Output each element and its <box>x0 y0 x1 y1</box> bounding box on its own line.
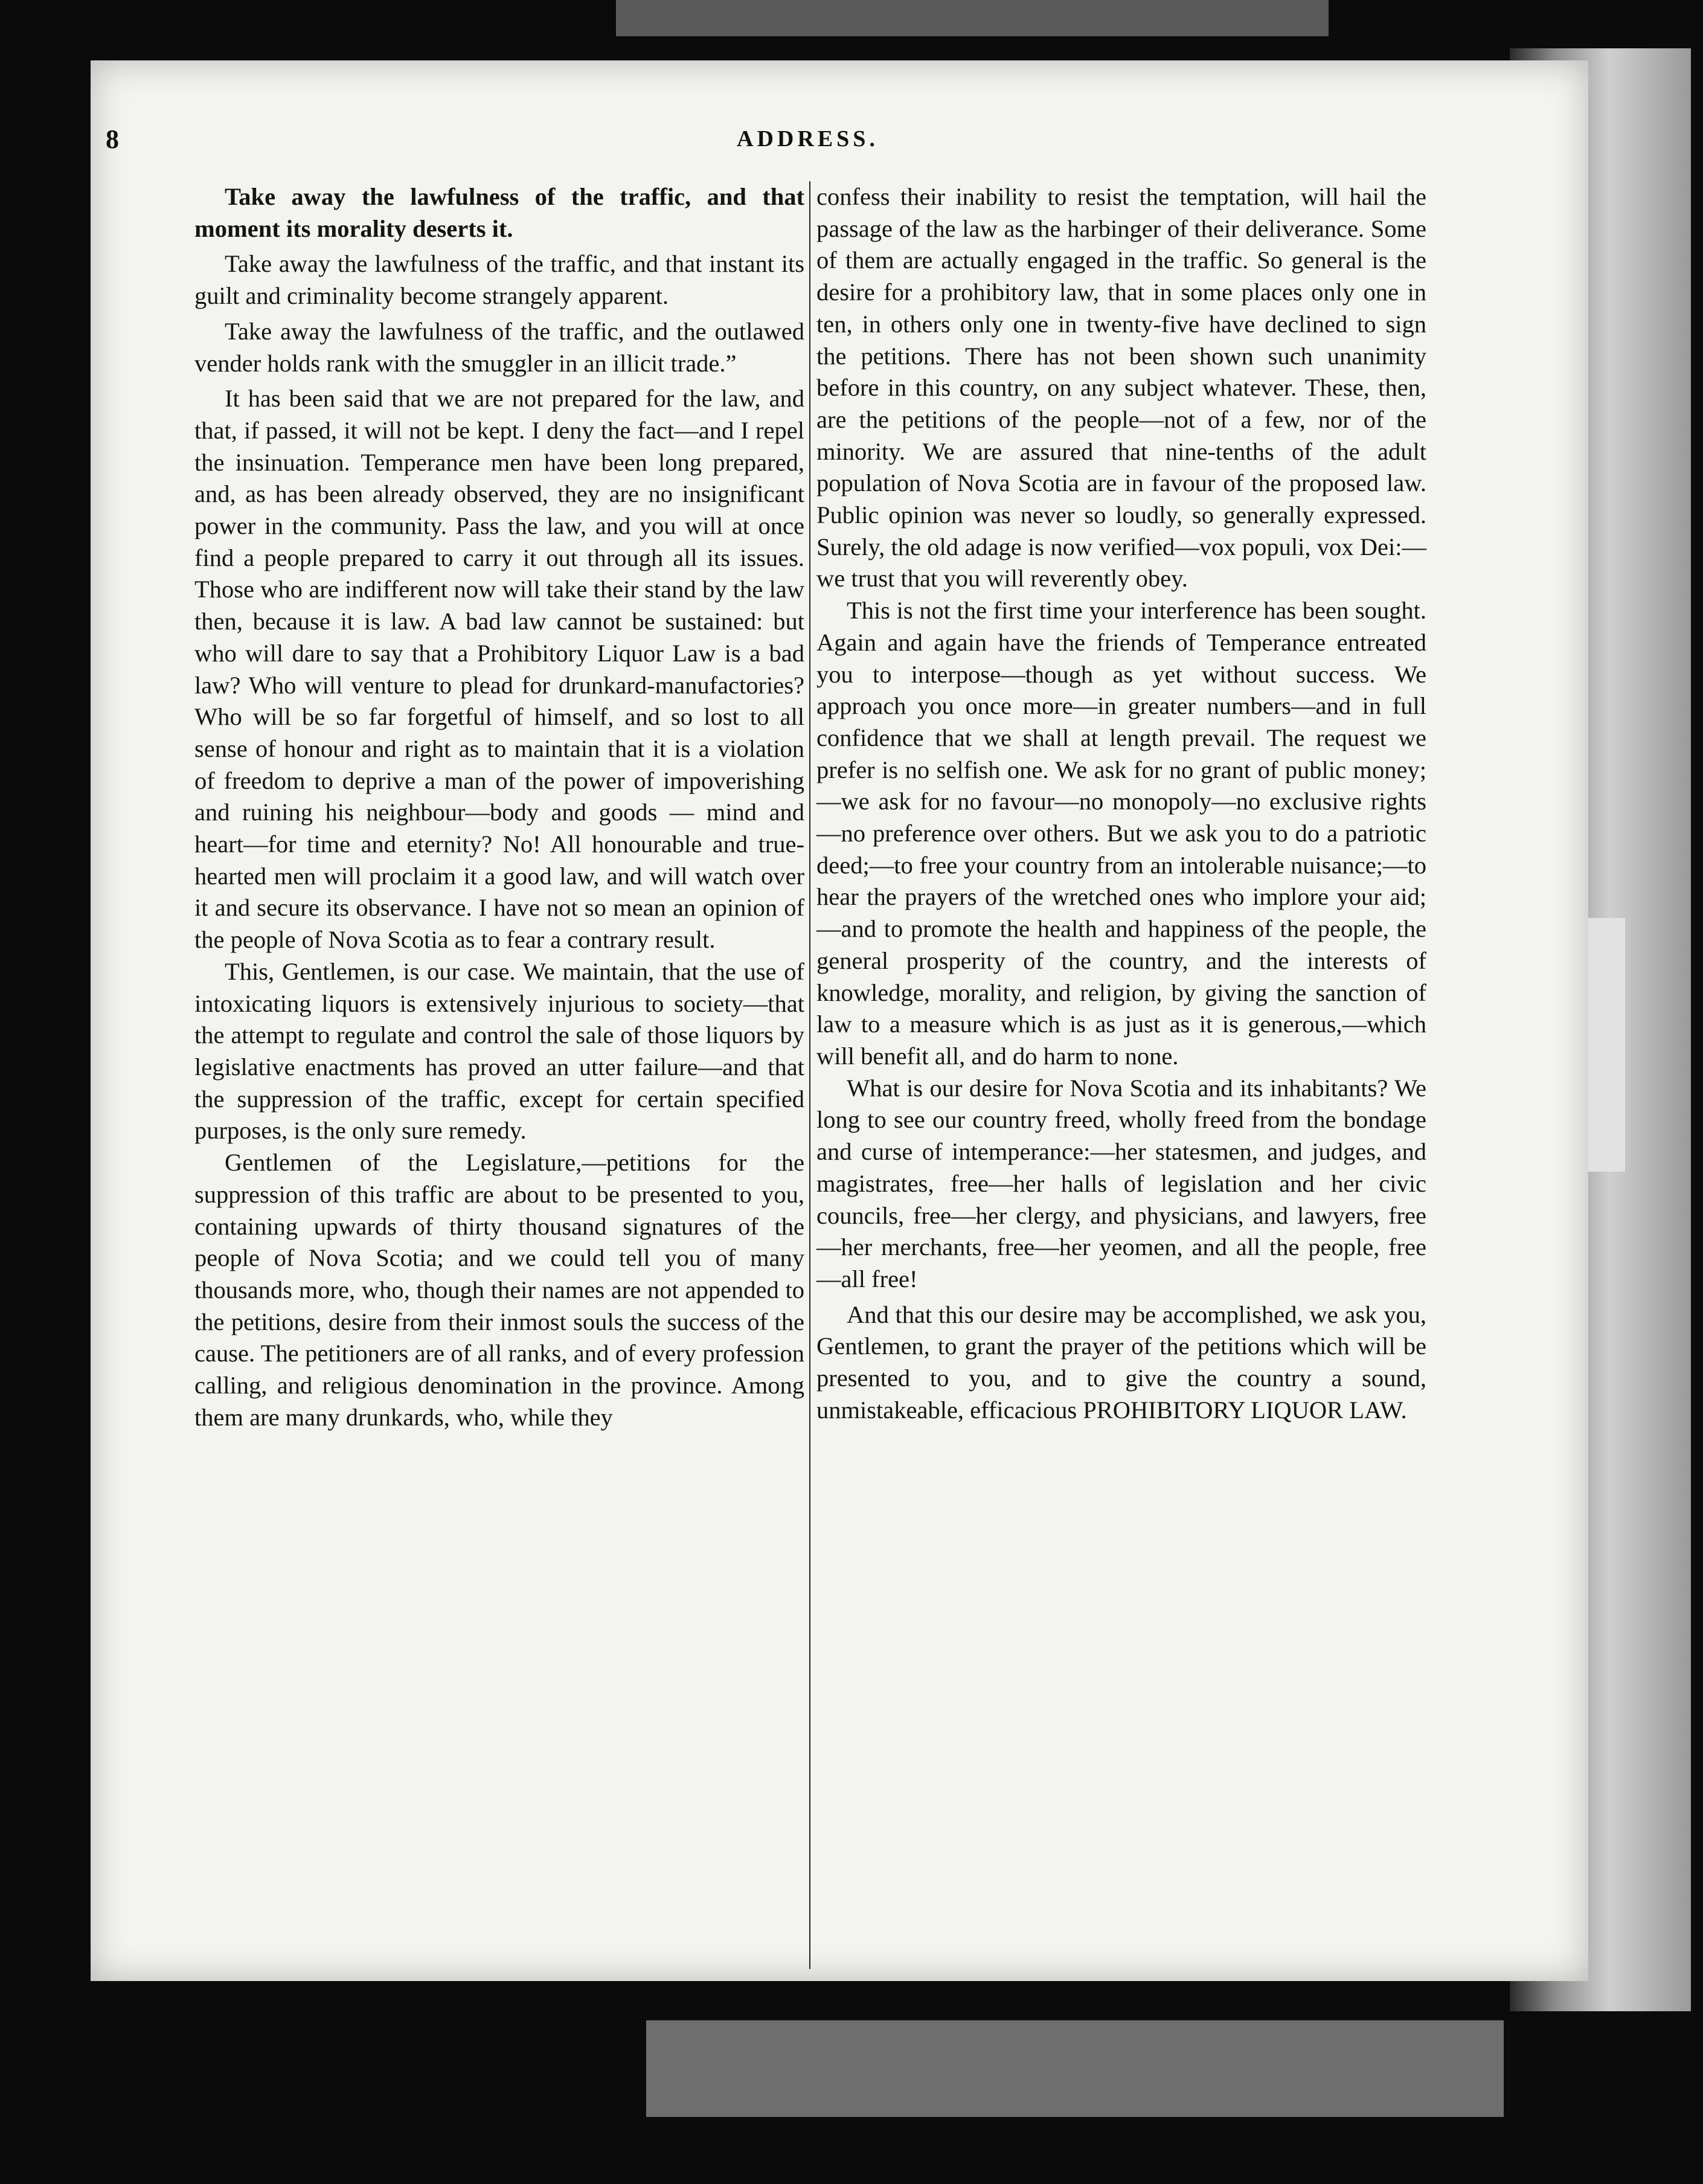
right-paragraph-2: This is not the first time your interference has been sought. Again and again have the friends of Temperance entreated you to interpose—though as yet without success. We approach you once more—in greater numbers—and in full confidence that we shall at length prevail. The request we prefer is no selfish one. We ask for no grant of public money;—we ask for no favour—no monopoly—no exclusive rights—no preference over others. But we ask you to do a patriotic deed;—to free your country from an intolerable nuisance;—to hear the prayers of the wretched ones who implore your aid;—and to promote the health and happiness of the people, the general prosperity of the country, and the interests of knowledge, morality, and religion, by giving the sanction of law to a measure which is as just as it is generous,—which will benefit all, and do harm to none. <box>816 597 1426 1070</box>
right-paragraph-1: confess their inability to resist the temptation, will hail the passage of the law as the harbinger of their deliverance. Some of them are actually engaged in the traffic. So general is the desire for a prohibitory law, that in some places only one in ten, in others only one in twenty-five have declined to sign the petitions. There has not been shown such unanimity before in this country, on any subject whatever. These, then, are the petitions of the people—not of a few, nor of the minority. We are assured that nine-tenths of the adult population of Nova Scotia are in favour of the proposed law. Public opinion was never so loudly, so generally expressed. Surely, the old adage is now verified—vox populi, vox Dei:—we trust that you will reverently obey. <box>816 183 1426 593</box>
left-paragraph-4: It has been said that we are not prepared for the law, and that, if passed, it will not be kept. I deny the fact—and I repel the insinuation. Temperance men have been long prepared, and, as has been already observed, they are no insignificant power in the community. Pass the law, and you will at once find a people prepared to carry it out through all its issues. Those who are indifferent now will take their stand by the law then, because it is law. A bad law cannot be sustained: but who will dare to say that a Prohibitory Liquor Law is a bad law? Who will venture to plead for drunkard-manufactories? Who will be so far forgetful of himself, and so lost to all sense of honour and right as to maintain that it is a violation of freedom to deprive a man of the power of impoverishing and ruining his neighbour—body and goods — mind and heart—for time and eternity? No! All honourable and true-hearted men will proclaim it a good law, and will watch over it and secure its observance. I have not so mean an opinion of the people of Nova Scotia as to fear a contrary result. <box>194 385 804 954</box>
right-paragraph-3: What is our desire for Nova Scotia and its inhabitants? We long to see our country freed, wholly freed from the bondage and curse of intemperance:—her statesmen, and judges, and magistrates, free—her halls of legislation and her civic councils, free—her clergy, and physicians, and lawyers, free—her merchants, free—her yeomen, and all the people, free—all free! <box>816 1074 1426 1293</box>
right-column <box>816 181 1426 1426</box>
right-paragraph-4: And that this our desire may be accomplished, we ask you, Gentlemen, to grant the prayer of the petitions which will be presented to you, and to give the country a sound, unmistakeable, efficacious PROHIBITORY LIQUOR LAW. <box>816 1300 1426 1424</box>
film-edge-top <box>616 0 1329 36</box>
left-paragraph-1: Take away the lawfulness of the traffic, and that moment its morality deserts it. <box>194 183 804 242</box>
running-title: ADDRESS. <box>737 126 879 152</box>
left-paragraph-6: Gentlemen of the Legislature,—petitions for the suppression of this traffic are about to be presented to you, containing upwards of thirty thousand signatures of the people of Nova Scotia; and we could tell you of many thousands more, who, though their names are not appended to the petitions, desire from their inmost souls the success of the cause. The petitioners are of all ranks, and of every profession calling, and religious denomination in the province. Among them are many drunkards, who, while they <box>194 1149 804 1431</box>
left-paragraph-3: Take away the lawfulness of the traffic, and the outlawed vender holds rank with the smuggler in an illicit trade.” <box>194 317 804 377</box>
left-paragraph-5: This, Gentlemen, is our case. We maintain, that the use of intoxicating liquors is extensively injurious to society—that the attempt to regulate and control the sale of those liquors by legislative enactments has proved an utter failure—and that the suppression of the traffic, except for certain specified purposes, is the only sure remedy. <box>194 957 804 1145</box>
left-column <box>194 181 804 1433</box>
left-paragraph-2: Take away the lawfulness of the traffic, and that instant its guilt and criminality become strangely apparent. <box>194 250 804 310</box>
column-divider <box>809 181 810 1969</box>
page-number: 8 <box>106 124 119 154</box>
film-edge-bottom <box>646 2020 1504 2117</box>
